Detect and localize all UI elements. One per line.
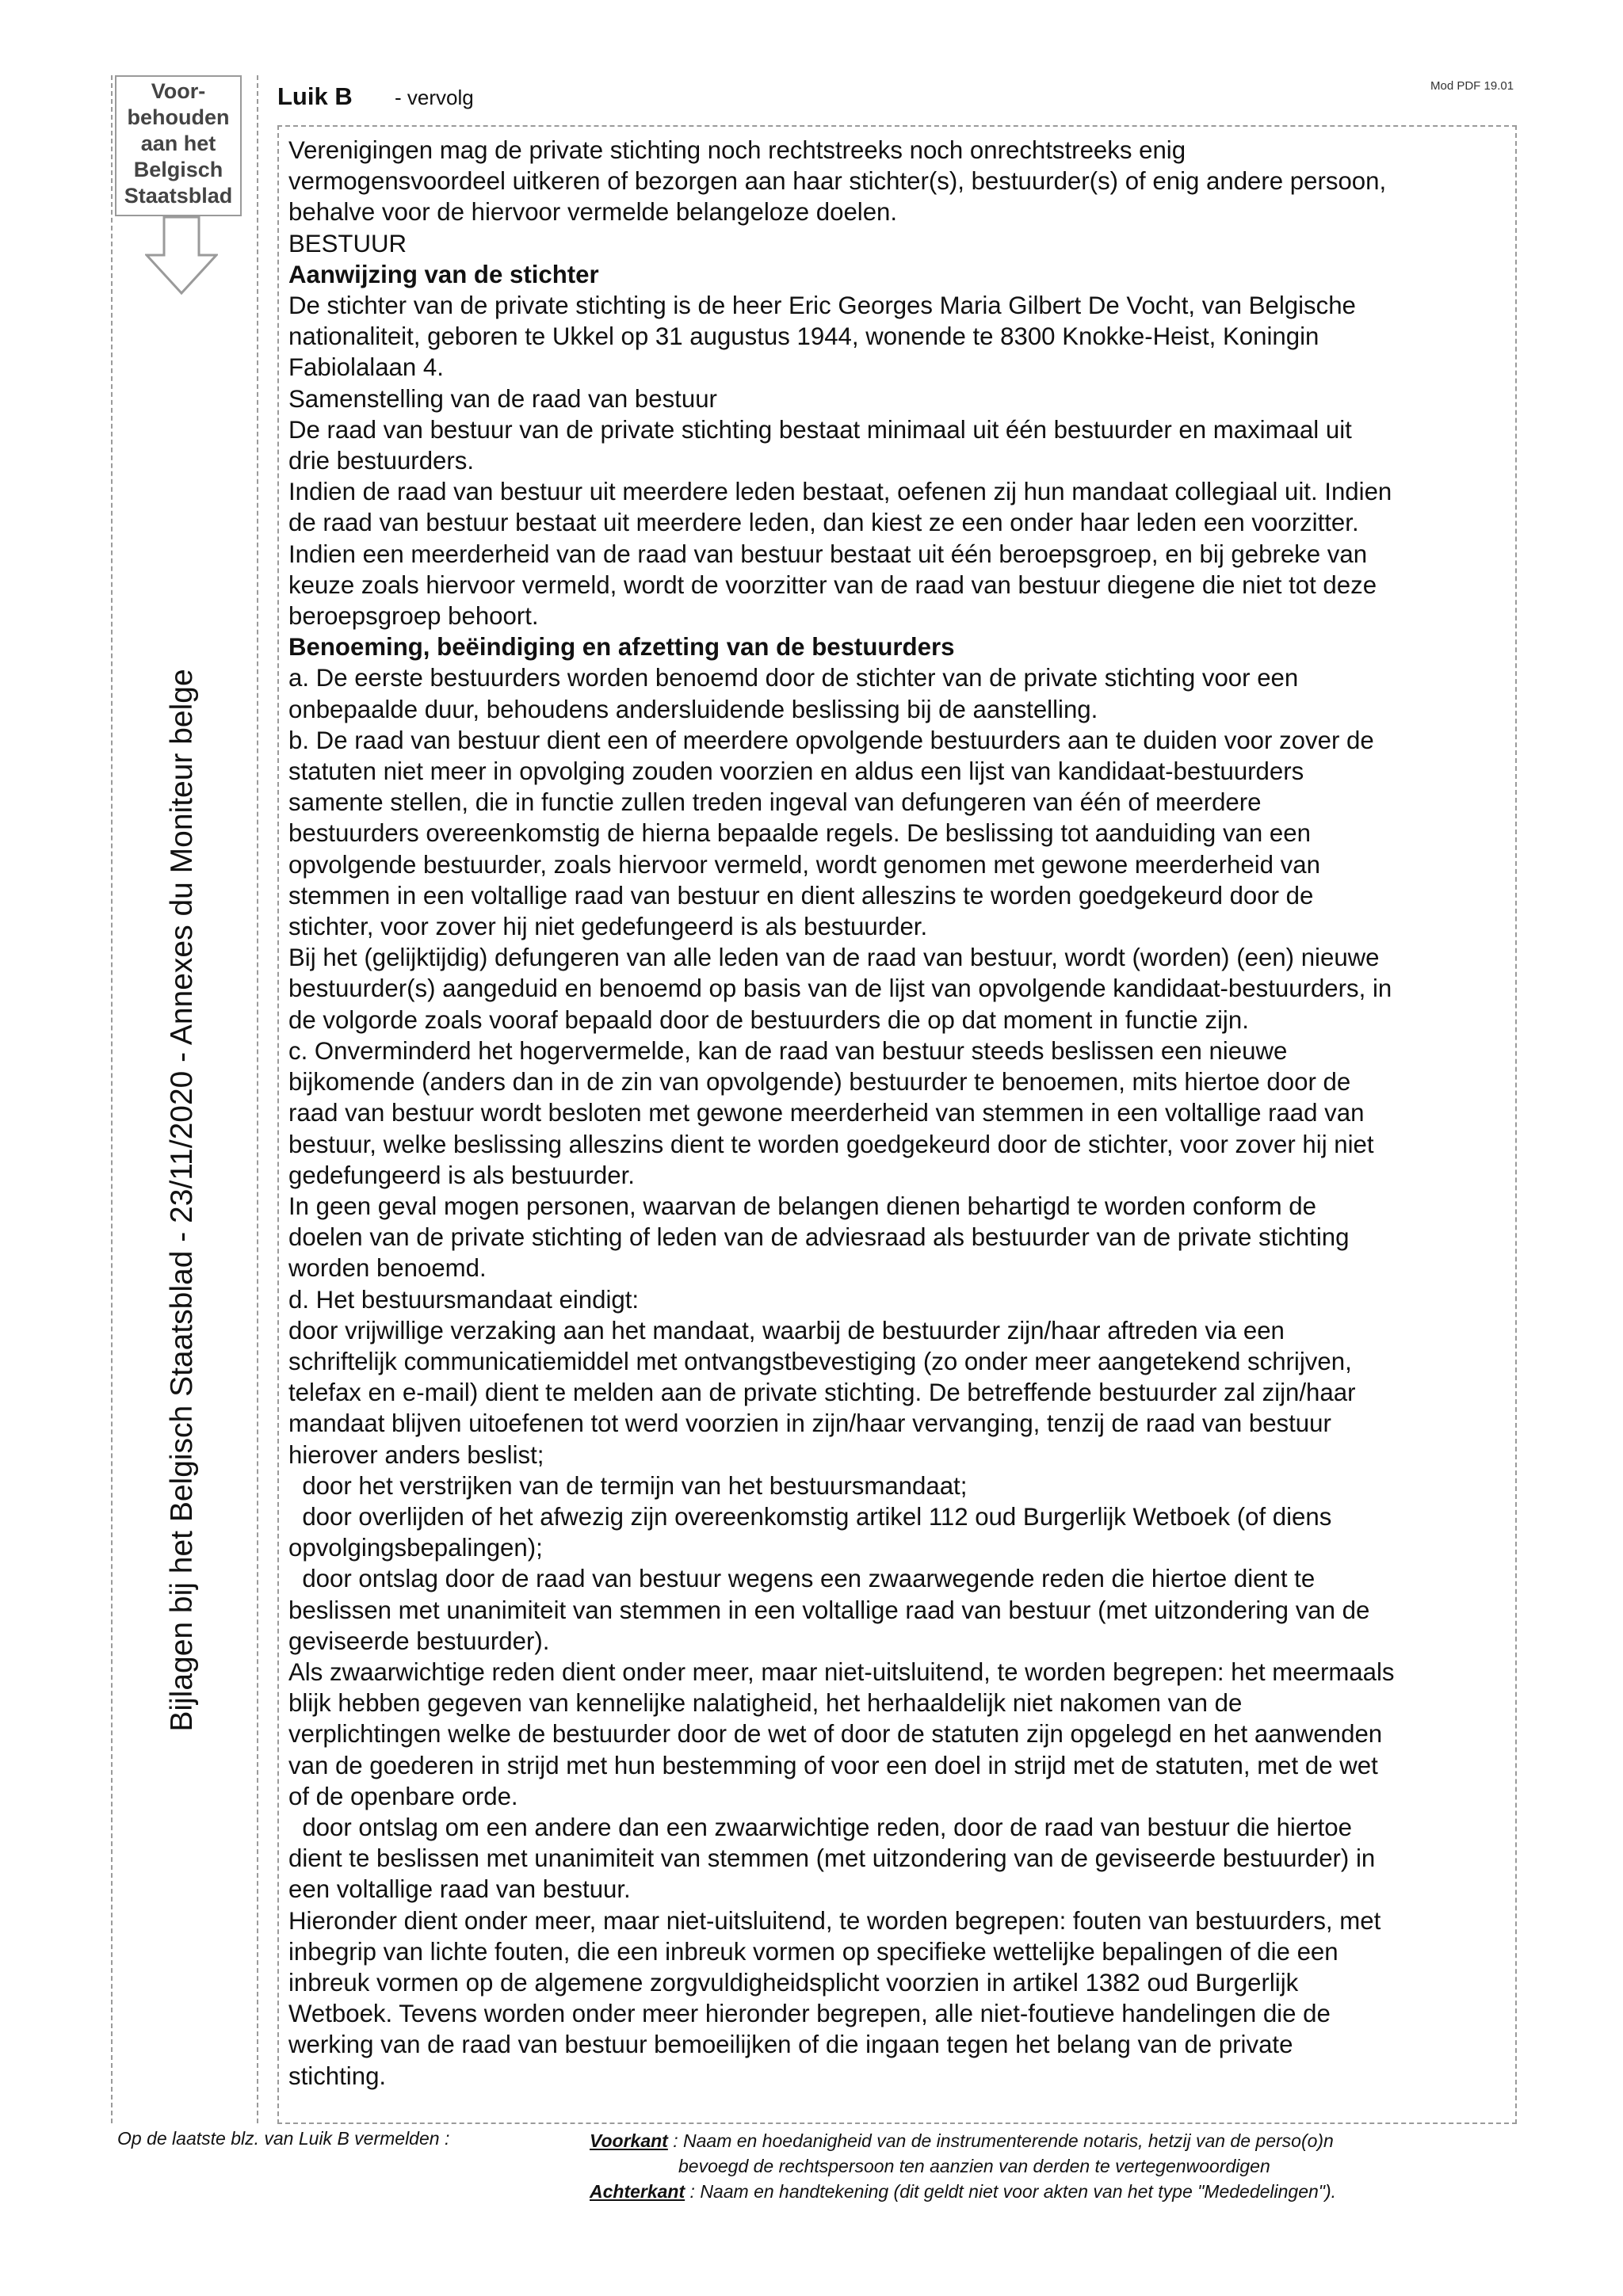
section-title: Luik B xyxy=(277,82,353,110)
body-line: c. Onverminderd het hogervermelde, kan de raad van bestuur steeds beslissen een nieuwe xyxy=(288,1036,1288,1065)
body-line: Bij het (gelijktijdig) defungeren van alle leden van de raad van bestuur, wordt (worden) (een) nieuwe xyxy=(288,944,1380,972)
body-line: een voltallige raad van bestuur. xyxy=(288,1875,631,1904)
body-line: door vrijwillige verzaking aan het mandaat, waarbij de bestuurder zijn/haar aftreden via een xyxy=(288,1316,1285,1344)
body-line: nationaliteit, geboren te Ukkel op 31 augustus 1944, wonende te 8300 Knokke-Heist, Koningin xyxy=(288,322,1319,351)
footer-voorkant-text-continued: bevoegd de rechtspersoon ten aanzien van derden te vertegenwoordigen xyxy=(678,2156,1270,2176)
body-line: Indien de raad van bestuur uit meerdere leden bestaat, oefenen zij hun mandaat collegiaal uit. Indien xyxy=(288,478,1392,506)
stamp-line: aan het xyxy=(140,132,216,155)
stamp-line: Voor- xyxy=(151,79,206,103)
body-line: De stichter van de private stichting is de heer Eric Georges Maria Gilbert De Vocht, van Belgische xyxy=(288,292,1356,320)
body-line: dient te beslissen met unanimiteit van stemmen (met uitzondering van de geviseerde bestuurder) in xyxy=(288,1844,1376,1873)
body-line: bestuurder(s) aangeduid en benoemd op basis van de lijst van opvolgende kandidaat-bestuurders, in xyxy=(288,974,1392,1003)
body-line: geviseerde bestuurder). xyxy=(288,1627,550,1655)
body-line: Verenigingen mag de private stichting noch rechtstreeks noch onrechtstreeks enig xyxy=(288,136,1186,164)
body-line: blijk hebben gegeven van kennelijke nalatigheid, het herhaaldelijk niet nakomen van de xyxy=(288,1689,1243,1718)
form-version: Mod PDF 19.01 xyxy=(1430,79,1514,93)
body-line: behalve voor de hiervoor vermelde belangeloze doelen. xyxy=(288,198,898,227)
body-line: door overlijden of het afwezig zijn overeenkomstig artikel 112 oud Burgerlijk Wetboek (of diens xyxy=(288,1502,1332,1531)
body-line: d. Het bestuursmandaat eindigt: xyxy=(288,1285,640,1314)
body-line: hierover anders beslist; xyxy=(288,1440,544,1469)
body-line: Hieronder dient onder meer, maar niet-uitsluitend, te worden begrepen: fouten van bestuurders, met xyxy=(288,1906,1381,1935)
body-line: Samenstelling van de raad van bestuur xyxy=(288,384,717,413)
body-line: van de goederen in strijd met hun bestemming of voor een doel in strijd met de statuten, met de wet xyxy=(288,1751,1378,1779)
body-line: bijkomende (anders dan in de zin van opvolgende) bestuurder te benoemen, mits hiertoe door de xyxy=(288,1068,1351,1097)
body-line: stichter, voor zover hij niet gedefungeerd is als bestuurder. xyxy=(288,913,928,941)
body-line: schriftelijk communicatiemiddel met ontvangstbevestiging (zo onder meer aangetekend schrijven, xyxy=(288,1347,1352,1375)
footer-achterkant-text: : Naam en handtekening (dit geldt niet voor akten van het type "Mededelingen"). xyxy=(685,2181,1337,2202)
footer-voorkant-label: Voorkant xyxy=(590,2130,668,2151)
body-line: telefax en e-mail) dient te melden aan de private stichting. De betreffende bestuurder zal zijn/haar xyxy=(288,1379,1356,1407)
section-heading: Aanwijzing van de stichter xyxy=(288,260,599,288)
body-line: Als zwaarwichtige reden dient onder meer, maar niet-uitsluitend, te worden begrepen: het meermaals xyxy=(288,1657,1395,1686)
body-line: werking van de raad van bestuur bemoeilijken of die ingaan tegen het belang van de private xyxy=(288,2031,1293,2059)
section-heading: Benoeming, beëindiging en afzetting van de bestuurders xyxy=(288,633,955,662)
footer-achterkant-label: Achterkant xyxy=(590,2181,685,2202)
stamp-line: Belgisch xyxy=(133,158,223,181)
body-line: door het verstrijken van de termijn van het bestuursmandaat; xyxy=(288,1471,968,1500)
body-line: In geen geval mogen personen, waarvan de belangen dienen behartigd te worden conform de xyxy=(288,1192,1316,1220)
body-line: Fabiolalaan 4. xyxy=(288,353,444,382)
body-line: worden benoemd. xyxy=(288,1254,487,1283)
body-line: de volgorde zoals vooraf bepaald door de bestuurders die op dat moment in functie zijn. xyxy=(288,1005,1249,1034)
body-line: opvolgende bestuurder, zoals hiervoor vermeld, wordt genomen met gewone meerderheid van xyxy=(288,850,1320,879)
body-line: Wetboek. Tevens worden onder meer hieronder begrepen, alle niet-foutieve handelingen die de xyxy=(288,2000,1331,2028)
body-line: beroepsgroep behoort. xyxy=(288,602,539,631)
stamp-line: behouden xyxy=(127,105,230,129)
body-line: door ontslag om een andere dan een zwaarwichtige reden, door de raad van bestuur die hiertoe xyxy=(288,1813,1352,1841)
body-line: of de openbare orde. xyxy=(288,1782,518,1810)
reserved-stamp xyxy=(115,75,242,216)
body-line: inbegrip van lichte fouten, die een inbreuk vormen op specifieke wettelijke bepalingen of die een xyxy=(288,1937,1338,1966)
body-line: a. De eerste bestuurders worden benoemd door de stichter van de private stichting voor een xyxy=(288,664,1299,692)
body-line: samente stellen, die in functie zullen treden ingeval van defungeren van één of meerdere xyxy=(288,788,1262,817)
body-line: inbreuk vormen op de algemene zorgvuldigheidsplicht voorzien in artikel 1382 oud Burgerlijk xyxy=(288,1968,1299,1997)
stamp-line: Staatsblad xyxy=(124,184,233,208)
body-line: doelen van de private stichting of leden van de adviesraad als bestuurder van de private stichting xyxy=(288,1223,1350,1252)
body-line: verplichtingen welke de bestuurder door de wet of door de statuten zijn opgelegd en het aanwenden xyxy=(288,1720,1383,1749)
body-line: BESTUUR xyxy=(288,229,407,257)
body-line: De raad van bestuur van de private stichting bestaat minimaal uit één bestuurder en maximaal uit xyxy=(288,415,1352,444)
body-line: bestuurders overeenkomstig de hierna bepaalde regels. De beslissing tot aanduiding van een xyxy=(288,819,1311,848)
footer-notes xyxy=(590,2128,1541,2204)
body-line: de raad van bestuur bestaat uit meerdere leden, dan kiest ze een onder haar leden een voorzitter. xyxy=(288,509,1359,537)
vertical-publication-label: Bijlagen bij het Belgisch Staatsblad - 23/11/2020 - Annexes du Moniteur belge xyxy=(165,669,199,1732)
body-line: stichting. xyxy=(288,2061,387,2090)
body-line: keuze zoals hiervoor vermeld, wordt de voorzitter van de raad van bestuur diegene die niet tot deze xyxy=(288,570,1377,599)
body-line: vermogensvoordeel uitkeren of bezorgen aan haar stichter(s), bestuurder(s) of enig andere persoon, xyxy=(288,167,1387,196)
down-arrow-icon xyxy=(145,215,218,295)
body-line: raad van bestuur wordt besloten met gewone meerderheid van stemmen in een voltallige raad van xyxy=(288,1099,1365,1127)
body-line: gedefungeerd is als bestuurder. xyxy=(288,1161,635,1189)
body-line: onbepaalde duur, behoudens andersluidende beslissing bij de aanstelling. xyxy=(288,695,1098,723)
body-line: bestuur, welke beslissing alleszins dient te worden goedgekeurd door de stichter, voor zover hij niet xyxy=(288,1130,1374,1158)
body-line: statuten niet meer in opvolging zouden voorzien en aldus een lijst van kandidaat-bestuurders xyxy=(288,757,1304,786)
body-line: opvolgingsbepalingen); xyxy=(288,1534,543,1562)
body-line: door ontslag door de raad van bestuur wegens een zwaarwegende reden die hiertoe dient te xyxy=(288,1565,1316,1593)
section-continued: - vervolg xyxy=(395,86,474,109)
body-line: Indien een meerderheid van de raad van bestuur bestaat uit één beroepsgroep, en bij gebreke van xyxy=(288,540,1368,568)
body-line: mandaat blijven uitoefenen tot werd voorzien in zijn/haar vervanging, tenzij de raad van bestuur xyxy=(288,1409,1331,1438)
body-line: b. De raad van bestuur dient een of meerdere opvolgende bestuurders aan te duiden voor zover de xyxy=(288,726,1374,754)
body-line: drie bestuurders. xyxy=(288,447,475,475)
body-line: stemmen in een voltallige raad van bestuur en dient alleszins te worden goedgekeurd door de xyxy=(288,881,1314,910)
body-line: beslissen met unanimiteit van stemmen in een voltallige raad van bestuur (met uitzondering van de xyxy=(288,1596,1370,1624)
footer-voorkant-text: : Naam en hoedanigheid van de instrumenterende notaris, hetzij van de perso(o)n xyxy=(667,2130,1334,2151)
document-body xyxy=(277,125,1517,2124)
footer-instruction: Op de laatste blz. van Luik B vermelden : xyxy=(117,2128,450,2149)
